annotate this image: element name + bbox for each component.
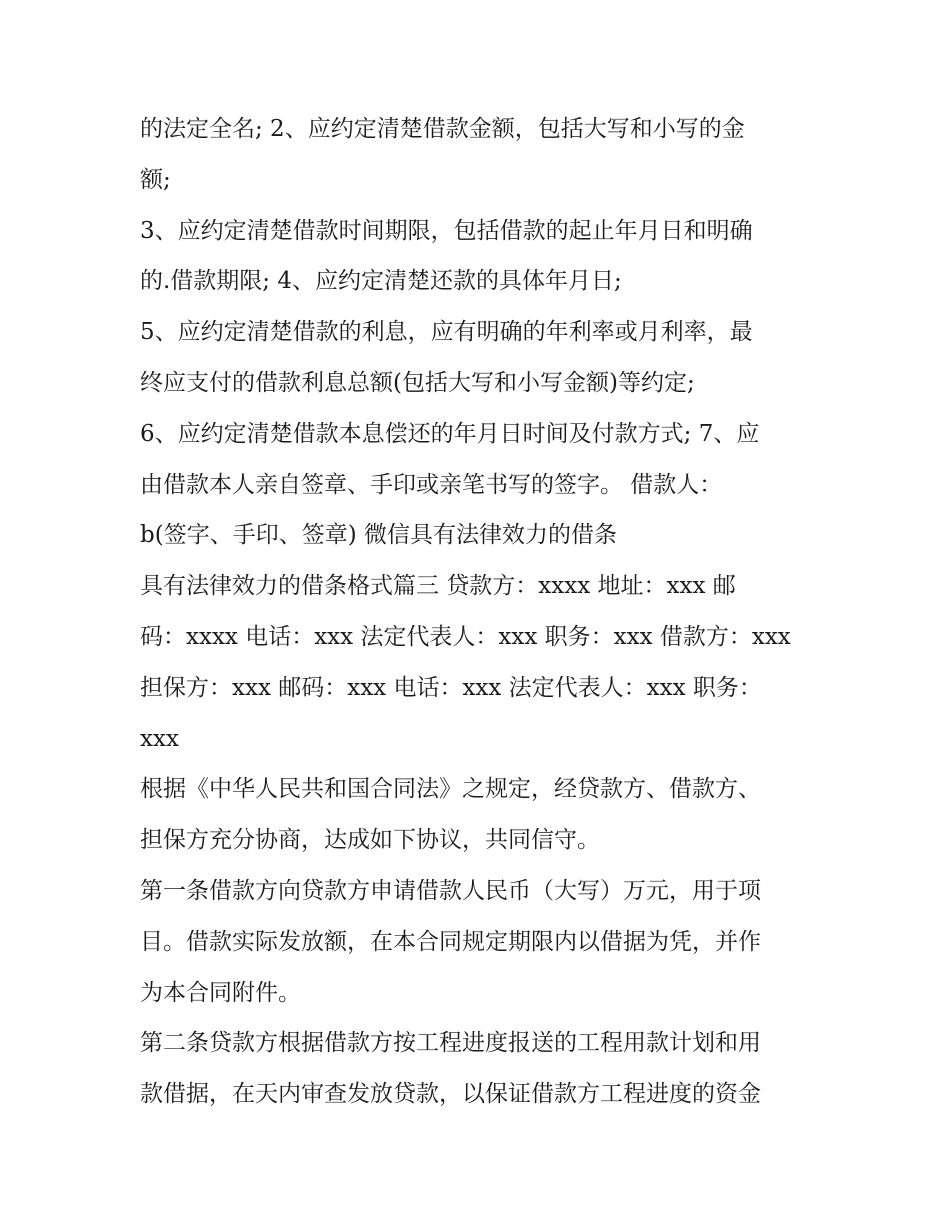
text-line: 由借款本人亲自签章、手印或亲笔书写的签字。 借款人： [140,471,723,498]
text-line: 终应支付的借款利息总额(包括大写和小写金额)等约定; [140,369,695,396]
document-body [140,104,820,1120]
text-line: 款借据，在天内审查发放贷款，以保证借款方工程进度的资金 [140,1081,761,1108]
text-line: 担保方：xxx 邮码：xxx 电话：xxx 法定代表人：xxx 职务： [140,674,762,701]
text-line: 具有法律效力的借条格式篇三 贷款方：xxxx 地址：xxx 邮 [140,573,736,600]
text-line: 3、应约定清楚借款时间期限，包括借款的起止年月日和明确 [140,217,753,244]
text-line: 目。借款实际发放额，在本合同规定期限内以借据为凭，并作 [140,928,761,955]
text-line: 第二条贷款方根据借款方按工程进度报送的工程用款计划和用 [140,1030,761,1057]
text-line: xxx [140,725,179,752]
text-line: 6、应约定清楚借款本息偿还的年月日时间及付款方式; 7、应 [140,420,760,447]
text-line: 码：xxxx 电话：xxx 法定代表人：xxx 职务：xxx 借款方：xxx [140,623,791,650]
text-line: 额; [140,166,171,193]
text-line: 为本合同附件。 [140,979,301,1006]
text-line: 的.借款期限; 4、应约定清楚还款的具体年月日; [140,268,622,295]
text-line: 担保方充分协商，达成如下协议，共同信守。 [140,827,600,854]
text-line: 第一条借款方向贷款方申请借款人民币（大写）万元，用于项 [140,877,761,904]
text-line: 5、应约定清楚借款的利息，应有明确的年利率或月利率，最 [140,319,753,346]
text-line: b(签字、手印、签章) 微信具有法律效力的借条 [140,522,617,549]
text-line: 的法定全名; 2、应约定清楚借款金额，包括大写和小写的金 [140,116,745,142]
text-line: 根据《中华人民共和国合同法》之规定，经贷款方、借款方、 [140,776,761,803]
